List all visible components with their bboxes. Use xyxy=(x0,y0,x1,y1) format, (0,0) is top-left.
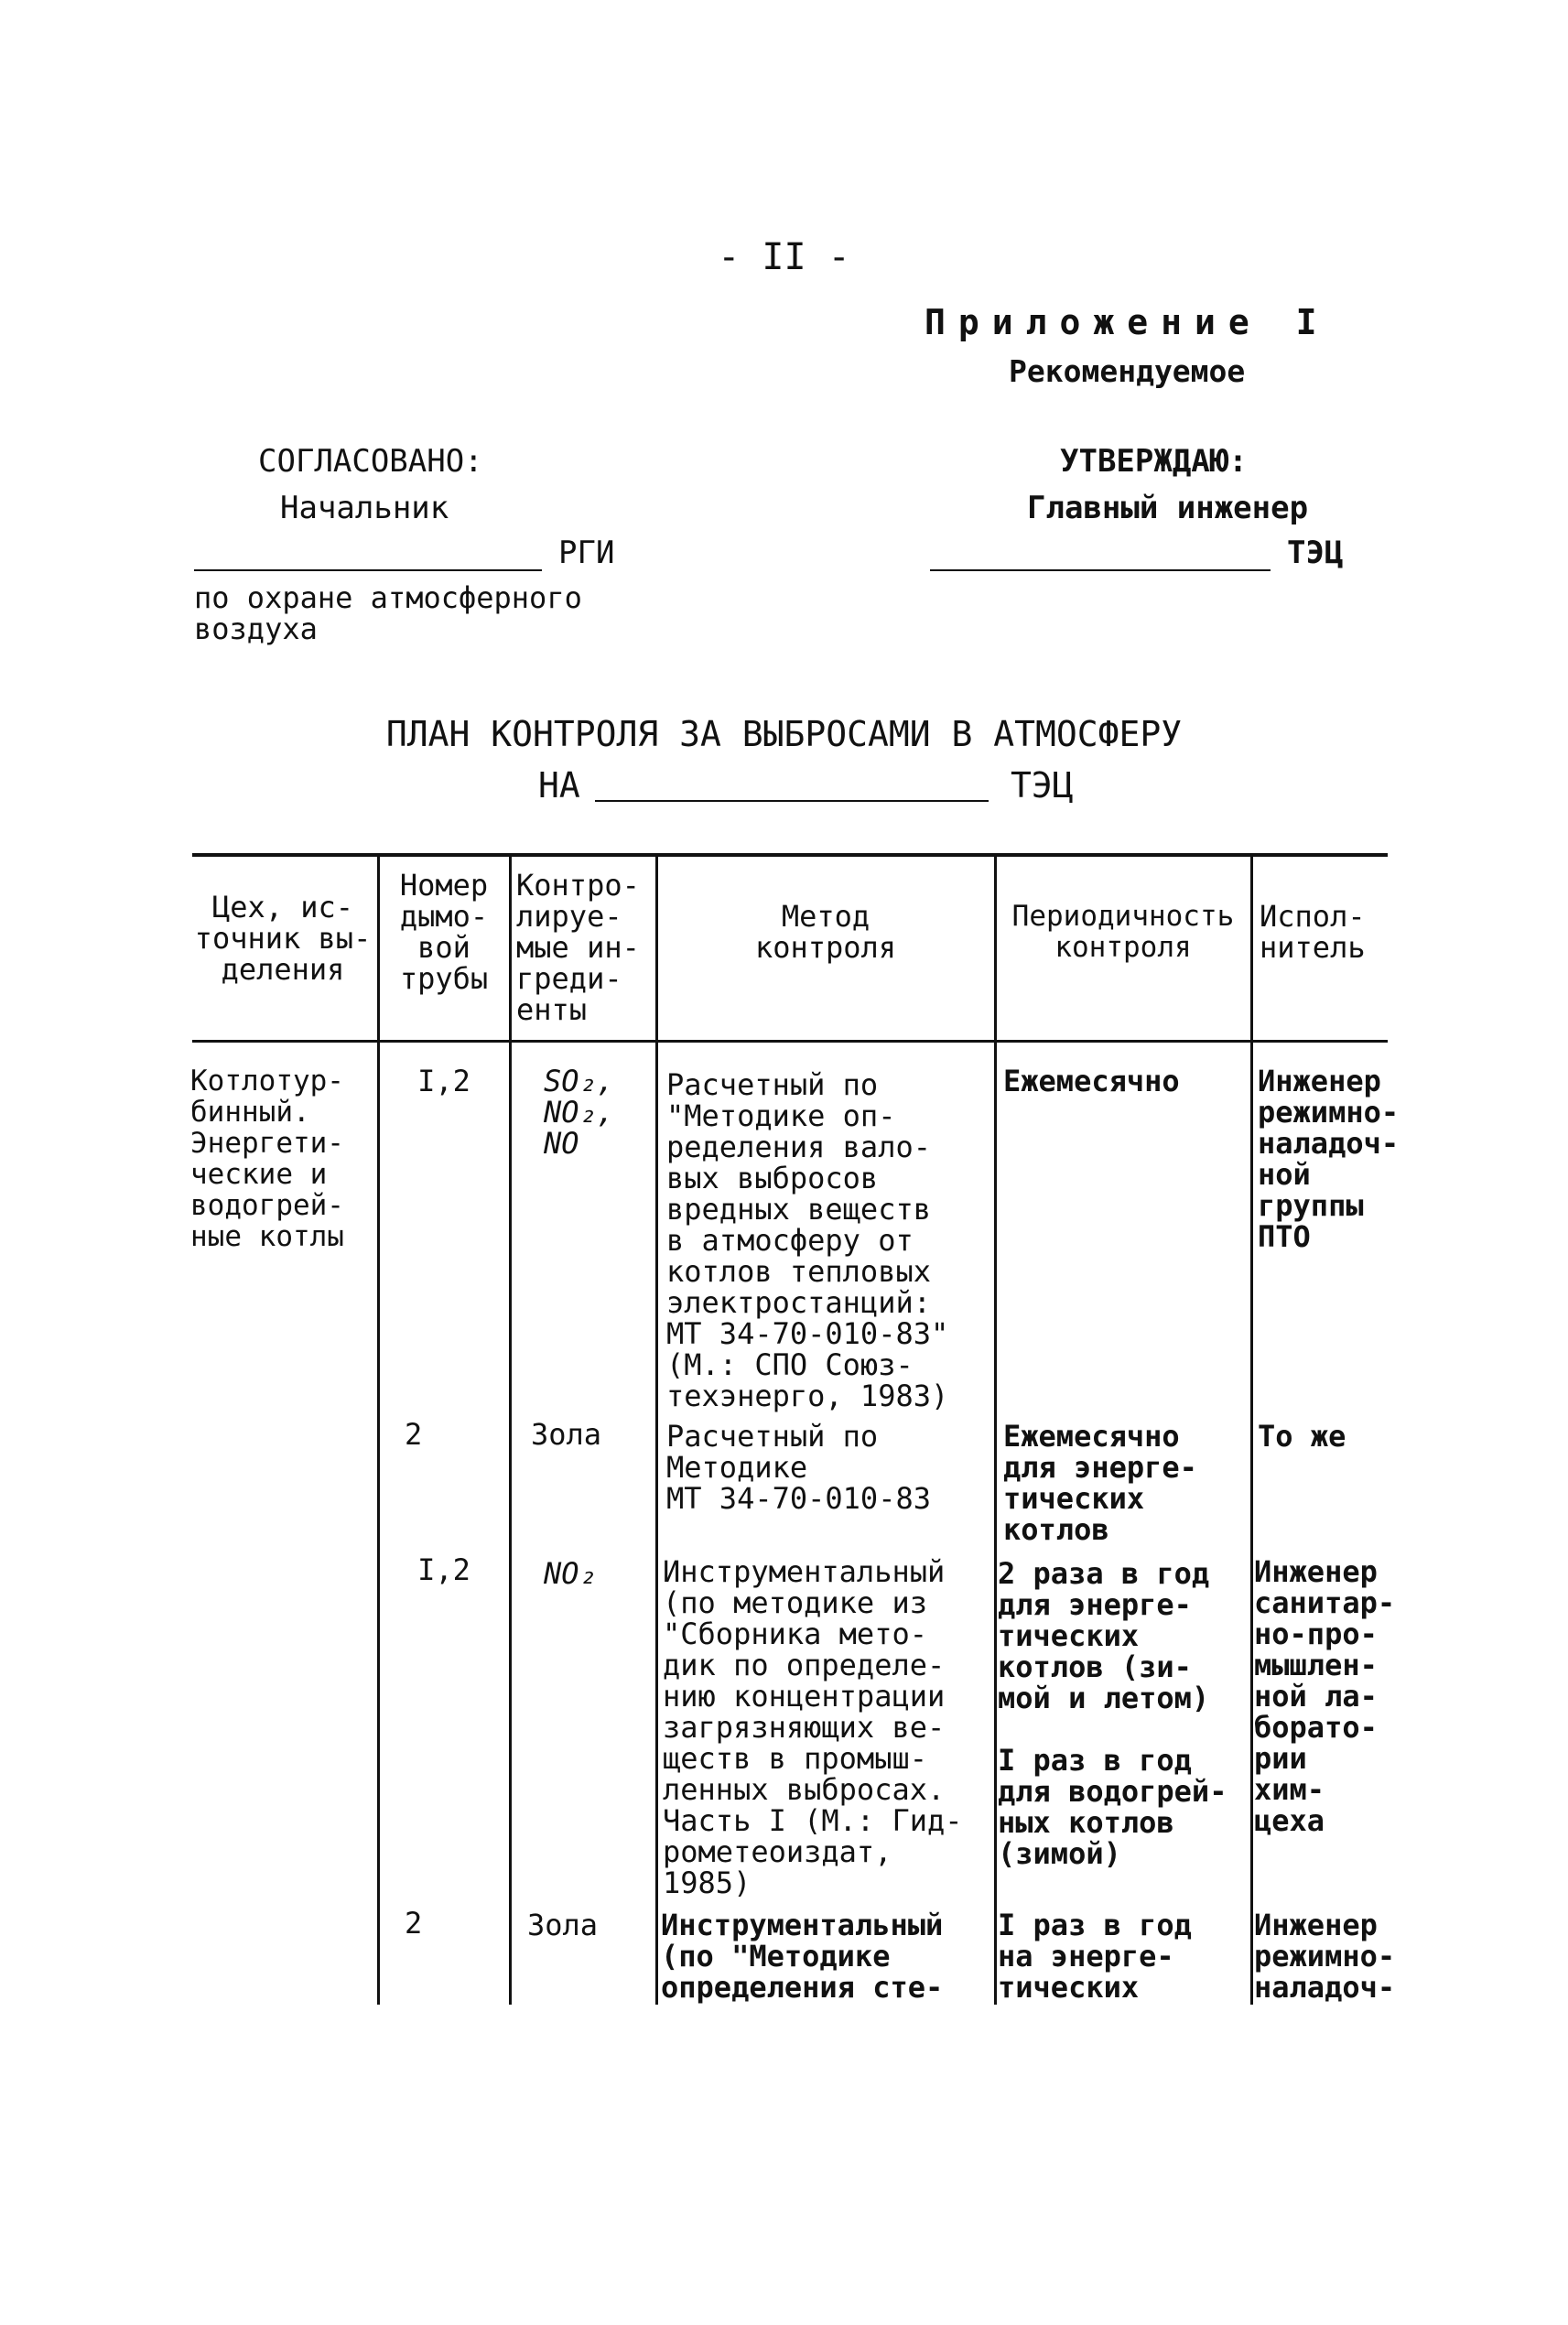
approved-org: ТЭЦ xyxy=(1287,535,1344,571)
row2-pipe: 2 xyxy=(405,1417,423,1452)
row1-executor: Инженер режимно- наладоч- ной группы ПТО xyxy=(1258,1064,1400,1254)
table-col-divider-3 xyxy=(655,855,658,2005)
row3-ingredients: NO₂ xyxy=(544,1556,597,1591)
agreed-org: РГИ xyxy=(558,535,615,571)
agreed-note: по охране атмосферного воздуха xyxy=(194,580,582,646)
row1-ingredients: SO₂, NO₂, NO xyxy=(544,1064,615,1161)
header-method: Метод контроля xyxy=(754,899,897,965)
row3-period: 2 раза в год для энерге- тических котлов (зи- мой и летом) I раз в год для водогрей- ных котлов (зимой) xyxy=(998,1556,1227,1871)
row1-pipe: I,2 xyxy=(417,1064,470,1098)
header-executor: Испол- нитель xyxy=(1260,899,1366,965)
row4-executor: Инженер режимно- наладоч- xyxy=(1254,1908,1396,2005)
row1-period: Ежемесячно xyxy=(1003,1064,1180,1098)
approved-title: УТВЕРЖДАЮ: xyxy=(1060,443,1248,480)
title-tec: ТЭЦ xyxy=(1011,765,1074,806)
row4-ingredients: Зола xyxy=(527,1908,599,1942)
document-title: ПЛАН КОНТРОЛЯ ЗА ВЫБРОСАМИ В АТМОСФЕРУ xyxy=(385,714,1183,754)
table-header-rule xyxy=(192,1040,1388,1043)
row4-period: I раз в год на энерге- тических xyxy=(998,1908,1192,2005)
title-na: НА xyxy=(538,765,580,806)
header-ingredients: Контро- лируе- мые ин- греди- енты xyxy=(516,868,640,1027)
approved-position: Главный инженер xyxy=(1027,490,1309,526)
row2-ingredients: Зола xyxy=(531,1417,602,1452)
row3-method: Инструментальный (по методике из "Сборника мето- дик по определе- нию концентрации загрязняющих ве- ществ в промыш- ленных выбросах. Часть I (М.: Гид- рометеоиздат, 1985) xyxy=(663,1554,963,1900)
recommended-label: Рекомендуемое xyxy=(1009,353,1246,389)
table-col-divider-1 xyxy=(377,855,380,2005)
row1-method: Расчетный по "Методике оп- ределения вало- вых выбросов вредных веществ в атмосферу от котлов тепловых электростанций: МТ 34-70-010-83" (М.: СПО Союз- техэнерго, 1983) xyxy=(666,1067,949,1413)
row1-source: Котлотур- бинный. Энергети- ческие и водогрей- ные котлы xyxy=(190,1065,344,1253)
table-col-divider-2 xyxy=(509,855,512,2005)
row4-pipe: 2 xyxy=(405,1906,423,1941)
row2-period: Ежемесячно для энерге- тических котлов xyxy=(1003,1419,1197,1547)
header-period: Периодичность контроля xyxy=(1011,900,1235,964)
row2-method: Расчетный по Методике МТ 34-70-010-83 xyxy=(666,1419,931,1516)
table-col-divider-4 xyxy=(994,855,997,2005)
agreed-position: Начальник xyxy=(280,490,449,526)
agreed-signature-line xyxy=(194,569,542,571)
agreed-title: СОГЛАСОВАНО: xyxy=(258,443,483,480)
header-source: Цех, ис- точник вы- деления xyxy=(194,890,372,987)
row2-executor: То же xyxy=(1258,1419,1346,1454)
row3-executor: Инженер санитар- но-про- мышлен- ной ла- борато- рии хим- цеха xyxy=(1254,1554,1396,1838)
header-pipe: Номер дымо- вой трубы xyxy=(399,868,489,996)
row3-pipe: I,2 xyxy=(417,1552,470,1587)
table-top-rule xyxy=(192,853,1388,857)
page-number: - II - xyxy=(718,236,850,278)
row4-method: Инструментальный (по "Методике определения сте- xyxy=(661,1908,944,2005)
approved-signature-line xyxy=(930,569,1271,571)
appendix-label: Приложение I xyxy=(925,302,1330,342)
title-blank-line xyxy=(595,800,989,802)
table-col-divider-5 xyxy=(1250,855,1253,2005)
